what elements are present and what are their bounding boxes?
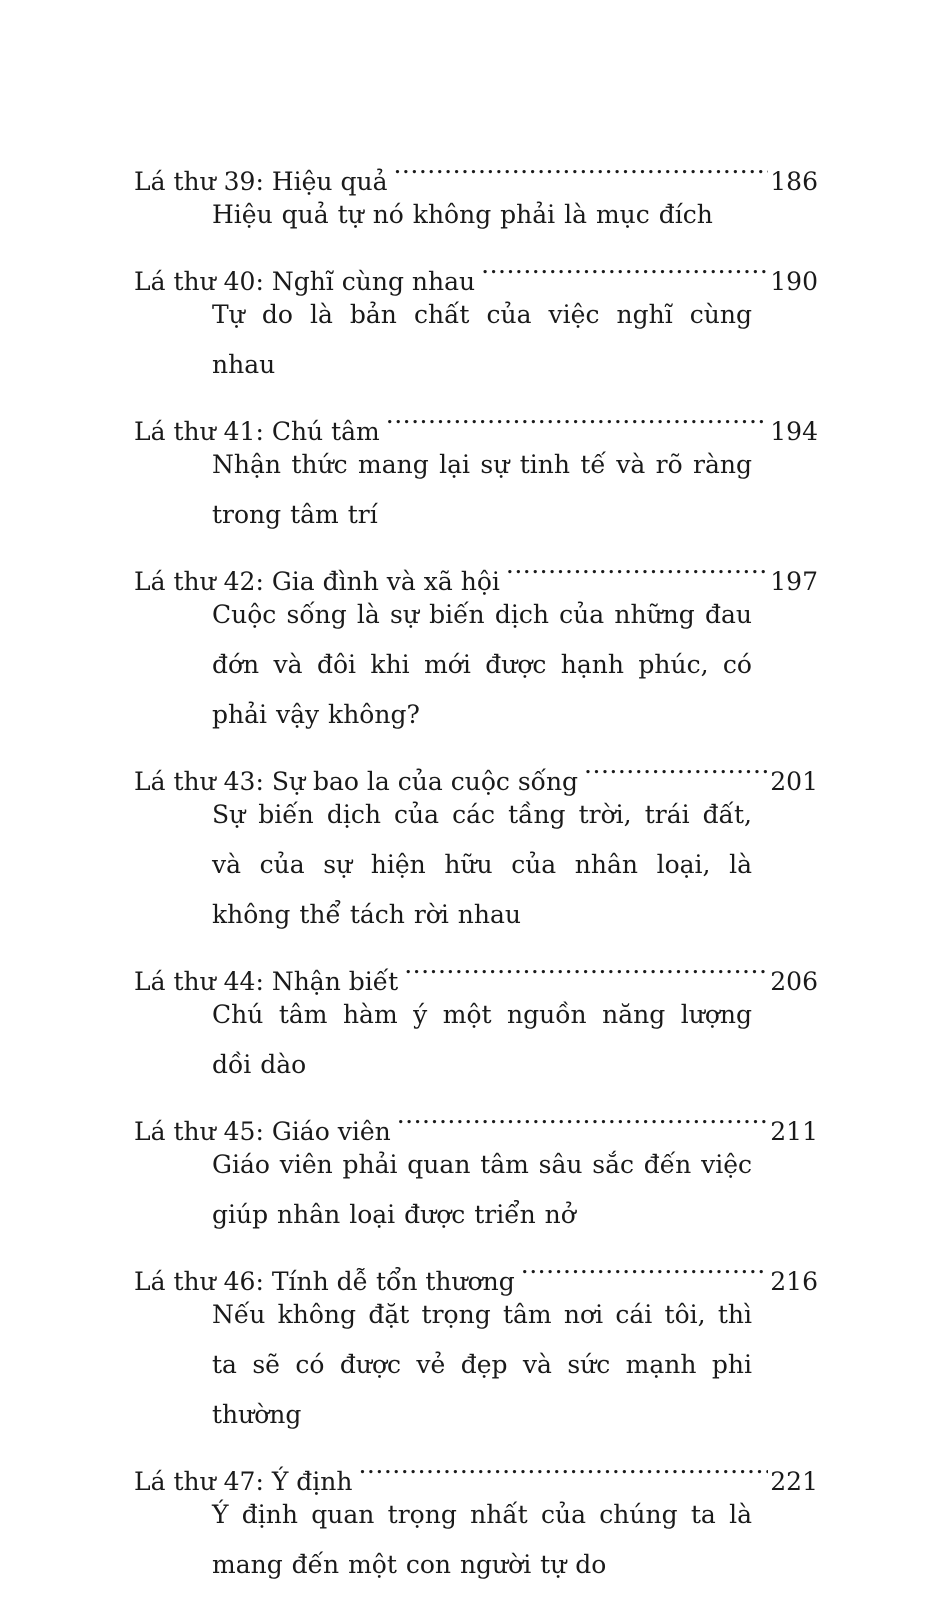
toc-entry (134, 940, 818, 1090)
toc-entry-subtitle: Hiệu quả tự nó không phải là mục đích (212, 200, 713, 229)
toc-entry-subtitle: Giáo viên phải quan tâm sâu sắc đến việc giúp nhân loại được triển nở (212, 1150, 752, 1229)
toc-entry-title: Lá thư 40: Nghĩ cùng nhau (134, 267, 476, 296)
table-of-contents (134, 140, 818, 1590)
dot-leader (521, 1240, 769, 1290)
dot-leader (506, 540, 768, 590)
toc-entry-title: Lá thư 43: Sự bao la của cuộc sống (134, 767, 579, 796)
toc-page-number: 206 (770, 967, 818, 996)
toc-page-number: 197 (770, 567, 818, 596)
toc-entry-title: Lá thư 46: Tính dễ tổn thương (134, 1267, 515, 1296)
toc-page-number: 194 (770, 417, 818, 446)
dot-leader (404, 940, 768, 990)
toc-entry-subtitle: Nếu không đặt trọng tâm nơi cái tôi, thì ta sẽ có được vẻ đẹp và sức mạnh phi thường (212, 1300, 752, 1429)
toc-heading[interactable] (134, 140, 818, 196)
toc-entry-title: Lá thư 47: Ý định (134, 1467, 353, 1496)
toc-page-number: 216 (770, 1267, 818, 1296)
toc-entry (134, 1440, 818, 1590)
toc-heading[interactable] (134, 1240, 818, 1296)
toc-heading[interactable] (134, 1090, 818, 1146)
toc-entry-subtitle: Tự do là bản chất của việc nghĩ cùng nhau (212, 300, 752, 379)
toc-entry-subtitle: Sự biến dịch của các tầng trời, trái đất, và của sự hiện hữu của nhân loại, là không thể tách rời nhau (212, 800, 752, 929)
toc-page-number: 221 (770, 1467, 818, 1496)
toc-heading[interactable] (134, 390, 818, 446)
toc-entry-subtitle: Chú tâm hàm ý một nguồn năng lượng dồi dào (212, 1000, 752, 1079)
toc-entry (134, 540, 818, 740)
toc-heading[interactable] (134, 1440, 818, 1496)
toc-page-number: 201 (770, 767, 818, 796)
toc-page-number: 190 (770, 267, 818, 296)
dot-leader (393, 140, 768, 190)
toc-entry-title: Lá thư 39: Hiệu quả (134, 167, 388, 196)
toc-entry (134, 1090, 818, 1240)
toc-entry-subtitle: Nhận thức mang lại sự tinh tế và rõ ràng trong tâm trí (212, 450, 752, 529)
toc-page-number: 186 (770, 167, 818, 196)
dot-leader (397, 1090, 769, 1140)
toc-heading[interactable] (134, 240, 818, 296)
toc-entry-title: Lá thư 41: Chú tâm (134, 417, 380, 446)
toc-entry (134, 1240, 818, 1440)
toc-heading[interactable] (134, 940, 818, 996)
dot-leader (358, 1440, 768, 1490)
toc-entry (134, 240, 818, 390)
toc-entry-subtitle: Ý định quan trọng nhất của chúng ta là mang đến một con người tự do (212, 1500, 752, 1579)
toc-entry-title: Lá thư 45: Giáo viên (134, 1117, 391, 1146)
toc-entry-title: Lá thư 42: Gia đình và xã hội (134, 567, 500, 596)
dot-leader (584, 740, 768, 790)
toc-entry (134, 740, 818, 940)
toc-page-number: 211 (770, 1117, 818, 1146)
toc-entry-subtitle: Cuộc sống là sự biến dịch của những đau đớn và đôi khi mới được hạnh phúc, có phải vậy không? (212, 600, 752, 729)
toc-entry (134, 390, 818, 540)
toc-entry-title: Lá thư 44: Nhận biết (134, 967, 399, 996)
dot-leader (386, 390, 769, 440)
toc-entry (134, 140, 818, 240)
dot-leader (481, 240, 768, 290)
toc-heading[interactable] (134, 740, 818, 796)
toc-heading[interactable] (134, 540, 818, 596)
